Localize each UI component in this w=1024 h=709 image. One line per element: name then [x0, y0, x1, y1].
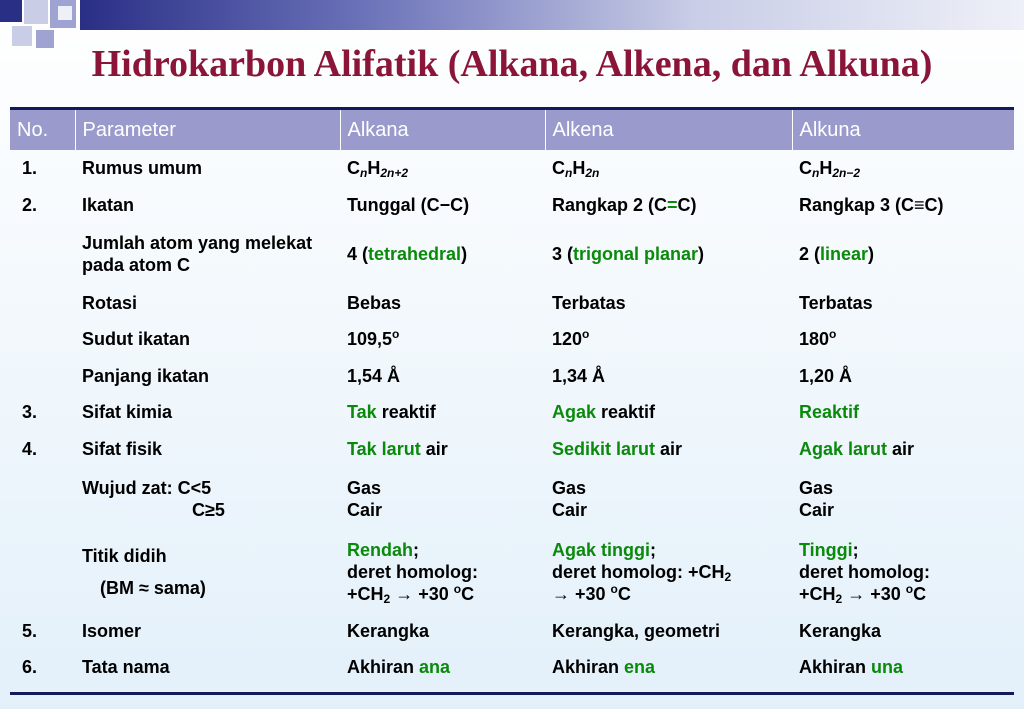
table-row-rumus: [10, 150, 1014, 186]
solubility-alkuna: Agak larut air: [799, 438, 915, 459]
header-alkena: Alkena: [545, 110, 792, 150]
table-bottom-rule: [10, 692, 1014, 695]
angle-alkana: 109,5$^o$: [347, 327, 400, 349]
bond-alkuna: Rangkap 3 (C≡C): [799, 194, 944, 215]
table-row-sifat-kimia: [10, 394, 1014, 430]
table-row-titik-didih: [10, 531, 1014, 613]
parameter-label: Ikatan: [82, 194, 135, 215]
row-number-empty: [10, 321, 75, 357]
row-number: 4.: [22, 438, 38, 459]
parameter-label: Rotasi: [82, 293, 138, 313]
naming-alkana: Akhiran ana: [347, 657, 451, 677]
table-row-tata-nama: [10, 649, 1014, 685]
table-header-row: [10, 110, 1014, 150]
state-alkana: Gas Cair: [347, 478, 383, 520]
formula-alkana: $C_nH_{2n+2}$: [347, 158, 409, 180]
state-alkena: Gas Cair: [552, 478, 588, 520]
table-row-isomer: [10, 613, 1014, 649]
slide-title: Hidrokarbon Alifatik (Alkana, Alkena, dan Alkuna): [91, 43, 933, 85]
parameter-label: Rumus umum: [82, 158, 203, 178]
table-row-jumlah-atom: [10, 223, 1014, 285]
parameter-label: Sifat fisik: [82, 438, 163, 459]
bond-alkena: Rangkap 2 (C=C): [552, 194, 697, 215]
naming-alkuna: Akhiran una: [799, 657, 904, 677]
row-number: 6.: [22, 657, 38, 677]
row-number-empty: [10, 285, 75, 321]
parameter-label: Wujud zat: C<5 C≥5: [82, 478, 225, 520]
parameter-label: Isomer: [82, 621, 142, 641]
geometry-alkuna: 2 (linear): [799, 244, 875, 264]
row-number: 1.: [22, 158, 38, 178]
header-alkuna: Alkuna: [792, 110, 1014, 150]
angle-alkuna: 180$^o$: [799, 327, 837, 349]
parameter-label: Sifat kimia: [82, 402, 173, 422]
table-row-sifat-fisik: [10, 430, 1014, 467]
reactivity-alkana: Tak reaktif: [347, 402, 436, 422]
naming-alkena: Akhiran ena: [552, 657, 656, 677]
solubility-alkana: Tak larut air: [347, 438, 448, 459]
parameter-label: Titik didih (BM ≈ sama): [82, 546, 206, 598]
table-row-sudut: [10, 321, 1014, 357]
row-number: 3.: [22, 402, 38, 422]
boiling-alkana: Rendah; deret homolog: $+CH_2 \to +30$ $^o$C: [347, 540, 478, 606]
header-alkana: Alkana: [340, 110, 545, 150]
angle-alkena: 120$^o$: [552, 327, 590, 349]
state-alkuna: Gas Cair: [799, 478, 835, 520]
length-alkena: 1,34 Å: [552, 365, 606, 386]
rotation-alkena: Terbatas: [552, 293, 626, 313]
reactivity-alkuna: Reaktif: [799, 402, 860, 422]
row-number-empty: [10, 223, 75, 285]
formula-alkuna: $C_nH_{2n-2}$: [799, 158, 861, 180]
row-number: 5.: [22, 621, 38, 641]
row-number: 2.: [22, 194, 38, 215]
solubility-alkena: Sedikit larut air: [552, 438, 683, 459]
length-alkuna: 1,20 Å: [799, 365, 853, 386]
isomer-alkuna: Kerangka: [799, 621, 882, 641]
isomer-alkena: Kerangka, geometri: [552, 621, 721, 641]
boiling-alkena: Agak tinggi; deret homolog: $+CH_2$ → +30 $^o$C: [552, 540, 732, 604]
table-row-rotasi: [10, 285, 1014, 321]
reactivity-alkena: Agak reaktif: [552, 402, 656, 422]
comparison-table: [10, 110, 1014, 685]
row-number-empty: [10, 357, 75, 394]
boiling-alkuna: Tinggi; deret homolog: $+CH_2 \to +30$ $^o$C: [799, 540, 930, 606]
header-parameter: Parameter: [75, 110, 340, 150]
rotation-alkana: Bebas: [347, 293, 402, 313]
parameter-label: Tata nama: [82, 657, 170, 677]
parameter-label: Jumlah atom yang melekat pada atom C: [82, 233, 313, 275]
parameter-label: Sudut ikatan: [82, 329, 191, 349]
bond-alkana: Tunggal (C−C): [347, 194, 470, 215]
table-row-ikatan: [10, 186, 1014, 223]
header-no: No.: [10, 110, 75, 150]
row-number-empty: [10, 467, 75, 531]
top-gradient-bar: [80, 0, 1024, 30]
table-row-wujud: [10, 467, 1014, 531]
geometry-alkana: 4 (tetrahedral): [347, 244, 468, 264]
rotation-alkuna: Terbatas: [799, 293, 873, 313]
row-number-empty: [10, 531, 75, 613]
table-row-panjang: [10, 357, 1014, 394]
length-alkana: 1,54 Å: [347, 365, 401, 386]
formula-alkena: $C_nH_{2n}$: [552, 158, 600, 180]
parameter-label: Panjang ikatan: [82, 365, 210, 386]
isomer-alkana: Kerangka: [347, 621, 430, 641]
geometry-alkena: 3 (trigonal planar): [552, 244, 705, 264]
